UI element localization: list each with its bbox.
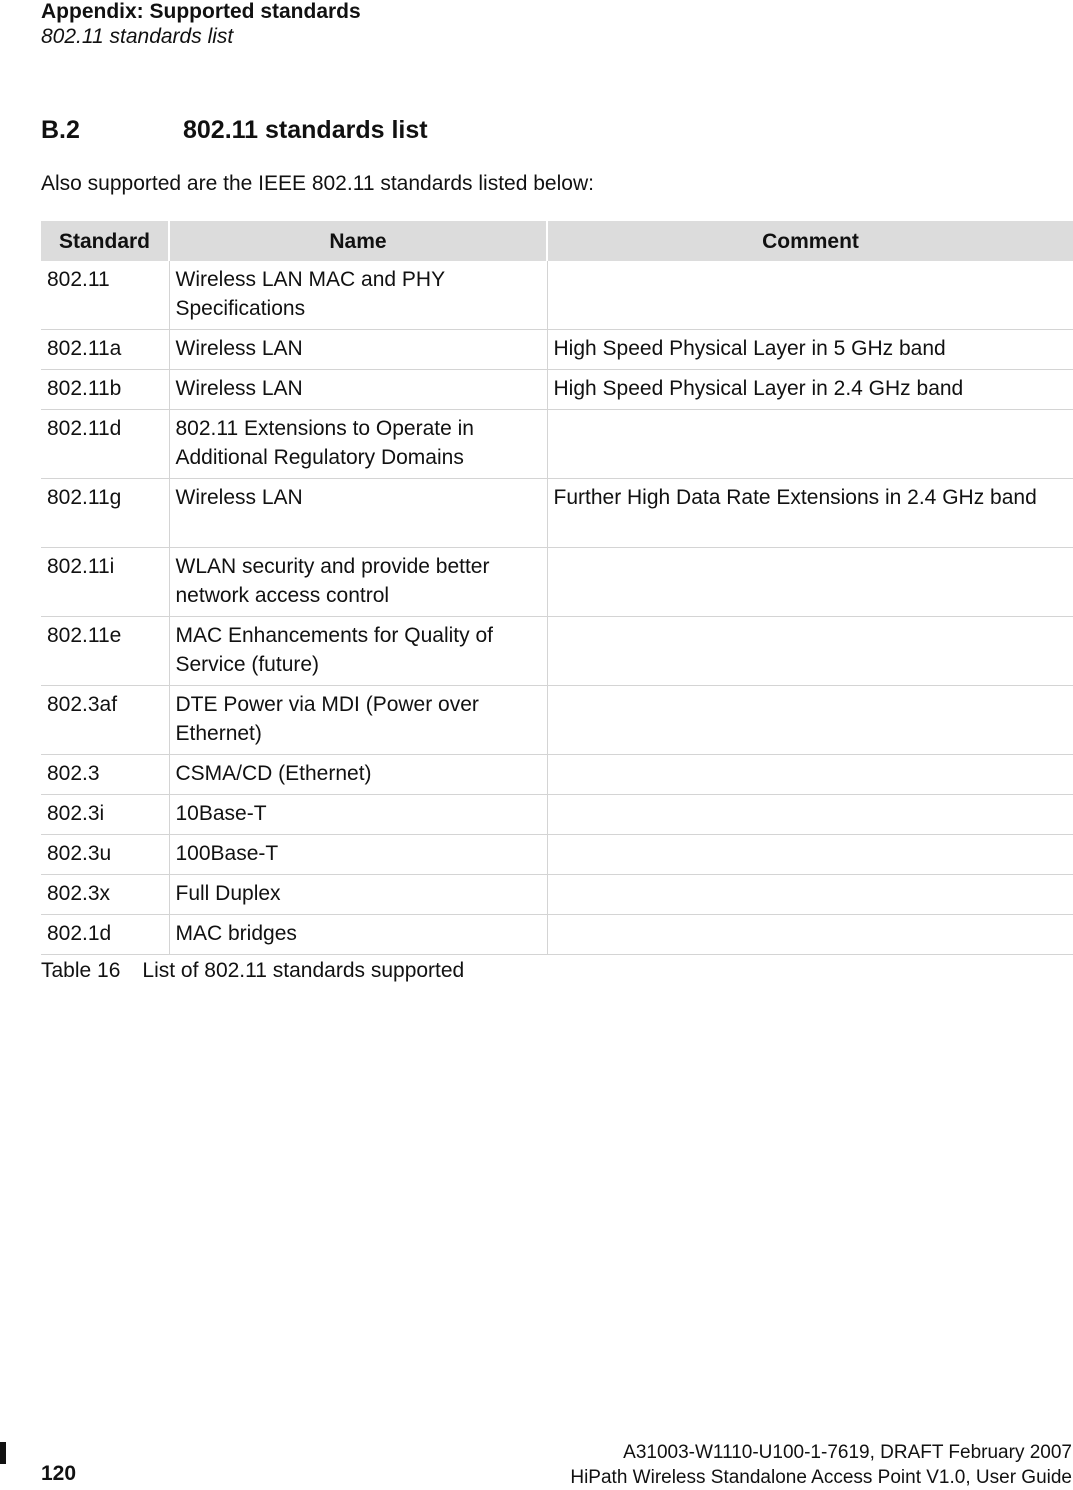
table-row	[41, 548, 1073, 617]
standard-cell: 802.11b	[41, 370, 169, 410]
standard-cell: 802.11d	[41, 410, 169, 479]
section-number: B.2	[41, 116, 80, 144]
name-cell: MAC Enhancements for Quality of Service (future)	[169, 617, 547, 686]
table-caption-text: List of 802.11 standards supported	[142, 959, 465, 982]
standards-table	[41, 221, 1073, 955]
name-cell: Wireless LAN	[169, 479, 547, 548]
comment-cell: High Speed Physical Layer in 5 GHz band	[547, 330, 1073, 370]
column-header-name: Name	[169, 221, 547, 261]
table-row	[41, 410, 1073, 479]
comment-cell	[547, 410, 1073, 479]
comment-cell: High Speed Physical Layer in 2.4 GHz band	[547, 370, 1073, 410]
table-row	[41, 370, 1073, 410]
standard-cell: 802.1d	[41, 915, 169, 955]
name-cell: Wireless LAN	[169, 330, 547, 370]
standard-cell: 802.11a	[41, 330, 169, 370]
standard-cell: 802.11i	[41, 548, 169, 617]
page-number: 120	[41, 1462, 77, 1485]
comment-cell	[547, 875, 1073, 915]
name-cell: Full Duplex	[169, 875, 547, 915]
standard-cell: 802.11e	[41, 617, 169, 686]
column-header-comment: Comment	[547, 221, 1073, 261]
standard-cell: 802.3	[41, 755, 169, 795]
name-cell: Wireless LAN MAC and PHY Specifications	[169, 261, 547, 330]
section-heading	[41, 114, 428, 146]
comment-cell	[547, 915, 1073, 955]
comment-cell: Further High Data Rate Extensions in 2.4 GHz band	[547, 479, 1073, 548]
footer-doc-id: A31003-W1110-U100-1-7619, DRAFT February 2007	[623, 1442, 1072, 1463]
table-row	[41, 915, 1073, 955]
comment-cell	[547, 261, 1073, 330]
comment-cell	[547, 755, 1073, 795]
name-cell: WLAN security and provide better network access control	[169, 548, 547, 617]
intro-paragraph: Also supported are the IEEE 802.11 standards listed below:	[41, 172, 594, 195]
footer-document-info	[570, 1440, 1072, 1490]
running-header	[41, 0, 361, 50]
comment-cell	[547, 795, 1073, 835]
table-row	[41, 330, 1073, 370]
table-row	[41, 875, 1073, 915]
table-row	[41, 795, 1073, 835]
table-header-row	[41, 221, 1073, 261]
running-header-subtitle: 802.11 standards list	[41, 25, 234, 48]
table-row	[41, 479, 1073, 548]
name-cell: Wireless LAN	[169, 370, 547, 410]
table-caption-label: Table 16	[41, 959, 121, 982]
section-title: 802.11 standards list	[183, 116, 428, 144]
table-row	[41, 261, 1073, 330]
comment-cell	[547, 617, 1073, 686]
name-cell: 802.11 Extensions to Operate in Additional Regulatory Domains	[169, 410, 547, 479]
standard-cell: 802.3af	[41, 686, 169, 755]
standard-cell: 802.11	[41, 261, 169, 330]
name-cell: CSMA/CD (Ethernet)	[169, 755, 547, 795]
name-cell: DTE Power via MDI (Power over Ethernet)	[169, 686, 547, 755]
change-bar	[0, 1442, 6, 1464]
standard-cell: 802.3x	[41, 875, 169, 915]
comment-cell	[547, 548, 1073, 617]
standard-cell: 802.3i	[41, 795, 169, 835]
table-row	[41, 835, 1073, 875]
name-cell: MAC bridges	[169, 915, 547, 955]
table-caption	[41, 957, 464, 985]
running-header-title: Appendix: Supported standards	[41, 0, 361, 23]
comment-cell	[547, 835, 1073, 875]
table-row	[41, 617, 1073, 686]
table-row	[41, 755, 1073, 795]
footer-doc-title: HiPath Wireless Standalone Access Point V1.0, User Guide	[570, 1467, 1072, 1488]
table-row	[41, 686, 1073, 755]
name-cell: 10Base-T	[169, 795, 547, 835]
standard-cell: 802.3u	[41, 835, 169, 875]
comment-cell	[547, 686, 1073, 755]
column-header-standard: Standard	[41, 221, 169, 261]
name-cell: 100Base-T	[169, 835, 547, 875]
standard-cell: 802.11g	[41, 479, 169, 548]
